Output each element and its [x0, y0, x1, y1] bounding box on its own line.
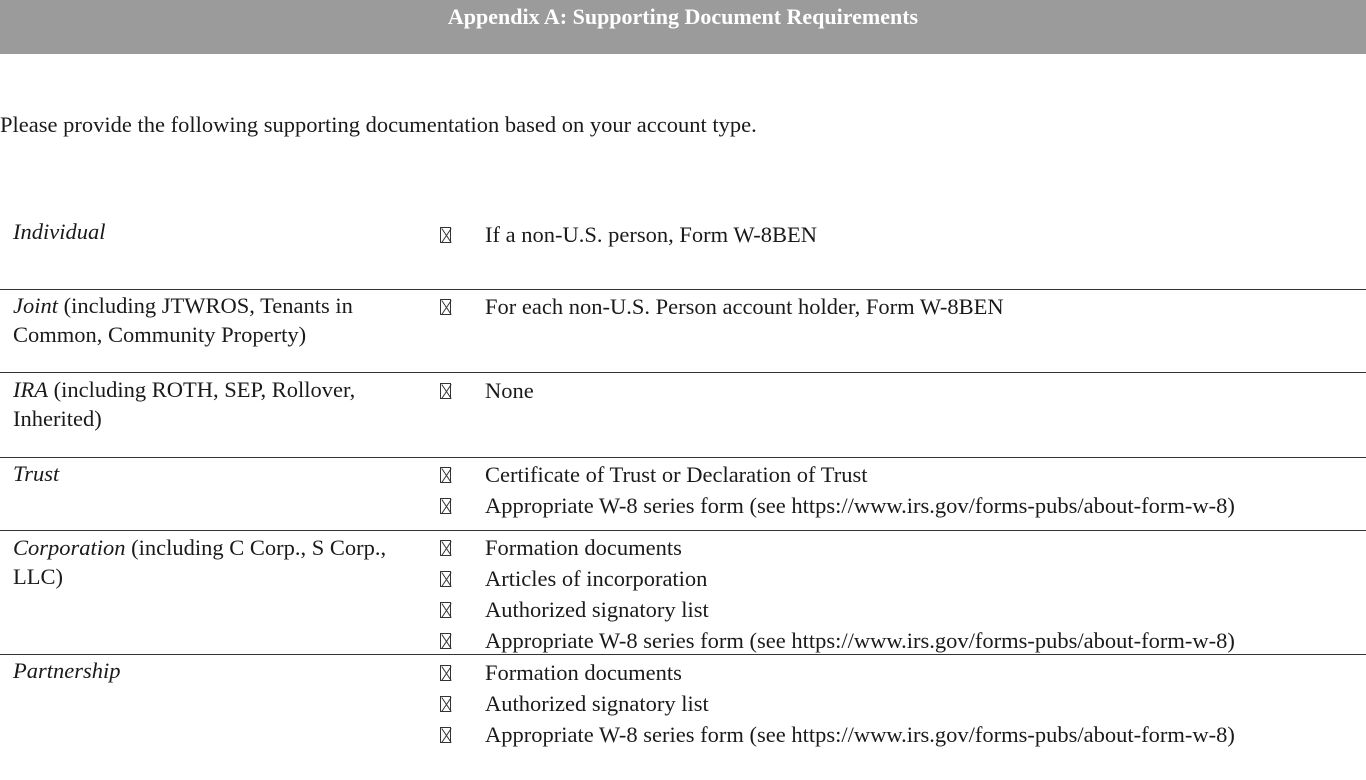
- checkbox-icon[interactable]: [440, 540, 451, 556]
- requirement-text: Appropriate W-8 series form (see https://www.irs.gov/forms-pubs/about-form-w-8): [485, 722, 1235, 747]
- requirements-list: [0, 533, 1366, 657]
- requirement-item: [0, 220, 1366, 251]
- requirement-text: Appropriate W-8 series form (see https://www.irs.gov/forms-pubs/about-form-w-8): [485, 628, 1235, 653]
- requirement-item: [0, 626, 1366, 657]
- checkbox-icon[interactable]: [440, 665, 451, 681]
- checkbox-icon[interactable]: [440, 467, 451, 483]
- requirement-item: [0, 564, 1366, 595]
- checkbox-icon[interactable]: [440, 696, 451, 712]
- table-row-corporation: [0, 530, 1366, 653]
- account-type-label: Corporation: [13, 535, 126, 560]
- requirement-text: If a non-U.S. person, Form W-8BEN: [485, 222, 818, 247]
- requirements-list: [0, 220, 1366, 251]
- requirements-list: [0, 658, 1366, 751]
- account-type-label: Joint: [13, 293, 58, 318]
- table-row-partnership: [0, 654, 1366, 747]
- account-type-detail: (including ROTH, SEP, Rollover, Inherited): [13, 377, 356, 431]
- account-type-label: Trust: [13, 461, 60, 486]
- requirement-text: Certificate of Trust or Declaration of Trust: [485, 462, 868, 487]
- requirement-text: None: [485, 378, 534, 403]
- checkbox-icon[interactable]: [440, 571, 451, 587]
- table-row-ira: [0, 372, 1366, 431]
- requirement-text: For each non-U.S. Person account holder, Form W-8BEN: [485, 294, 1004, 319]
- checkbox-icon[interactable]: [440, 383, 451, 399]
- requirement-item: [0, 292, 1366, 323]
- intro-text: Please provide the following supporting documentation based on your account type.: [0, 112, 757, 137]
- requirement-text: Authorized signatory list: [485, 691, 709, 716]
- account-type-label: Individual: [13, 219, 106, 244]
- requirement-item: [0, 376, 1366, 407]
- requirements-list: [0, 292, 1366, 323]
- checkbox-icon[interactable]: [440, 498, 451, 514]
- requirement-text: Formation documents: [485, 535, 682, 560]
- requirement-item: [0, 460, 1366, 491]
- requirement-item: [0, 533, 1366, 564]
- checkbox-icon[interactable]: [440, 227, 451, 243]
- requirement-item: [0, 720, 1366, 751]
- table-row-joint: [0, 289, 1366, 347]
- requirement-text: Formation documents: [485, 660, 682, 685]
- requirement-text: Authorized signatory list: [485, 597, 709, 622]
- requirements-list: [0, 460, 1366, 522]
- account-type-detail: (including JTWROS, Tenants in Common, Community Property): [13, 293, 353, 347]
- checkbox-icon[interactable]: [440, 633, 451, 649]
- checkbox-icon[interactable]: [440, 727, 451, 743]
- page-title: Appendix A: Supporting Document Requirements: [447, 4, 919, 29]
- requirement-item: [0, 689, 1366, 720]
- requirement-item: [0, 658, 1366, 689]
- table-row-trust: [0, 457, 1366, 518]
- account-type-detail: (including C Corp., S Corp., LLC): [13, 535, 387, 589]
- requirement-text: Articles of incorporation: [485, 566, 708, 591]
- requirement-item: [0, 491, 1366, 522]
- requirement-text: Appropriate W-8 series form (see https://www.irs.gov/forms-pubs/about-form-w-8): [485, 493, 1235, 518]
- requirement-item: [0, 595, 1366, 626]
- account-type-label: IRA: [13, 377, 48, 402]
- checkbox-icon[interactable]: [440, 602, 451, 618]
- requirements-list: [0, 376, 1366, 407]
- checkbox-icon[interactable]: [440, 299, 451, 315]
- account-type-label: Partnership: [13, 658, 121, 683]
